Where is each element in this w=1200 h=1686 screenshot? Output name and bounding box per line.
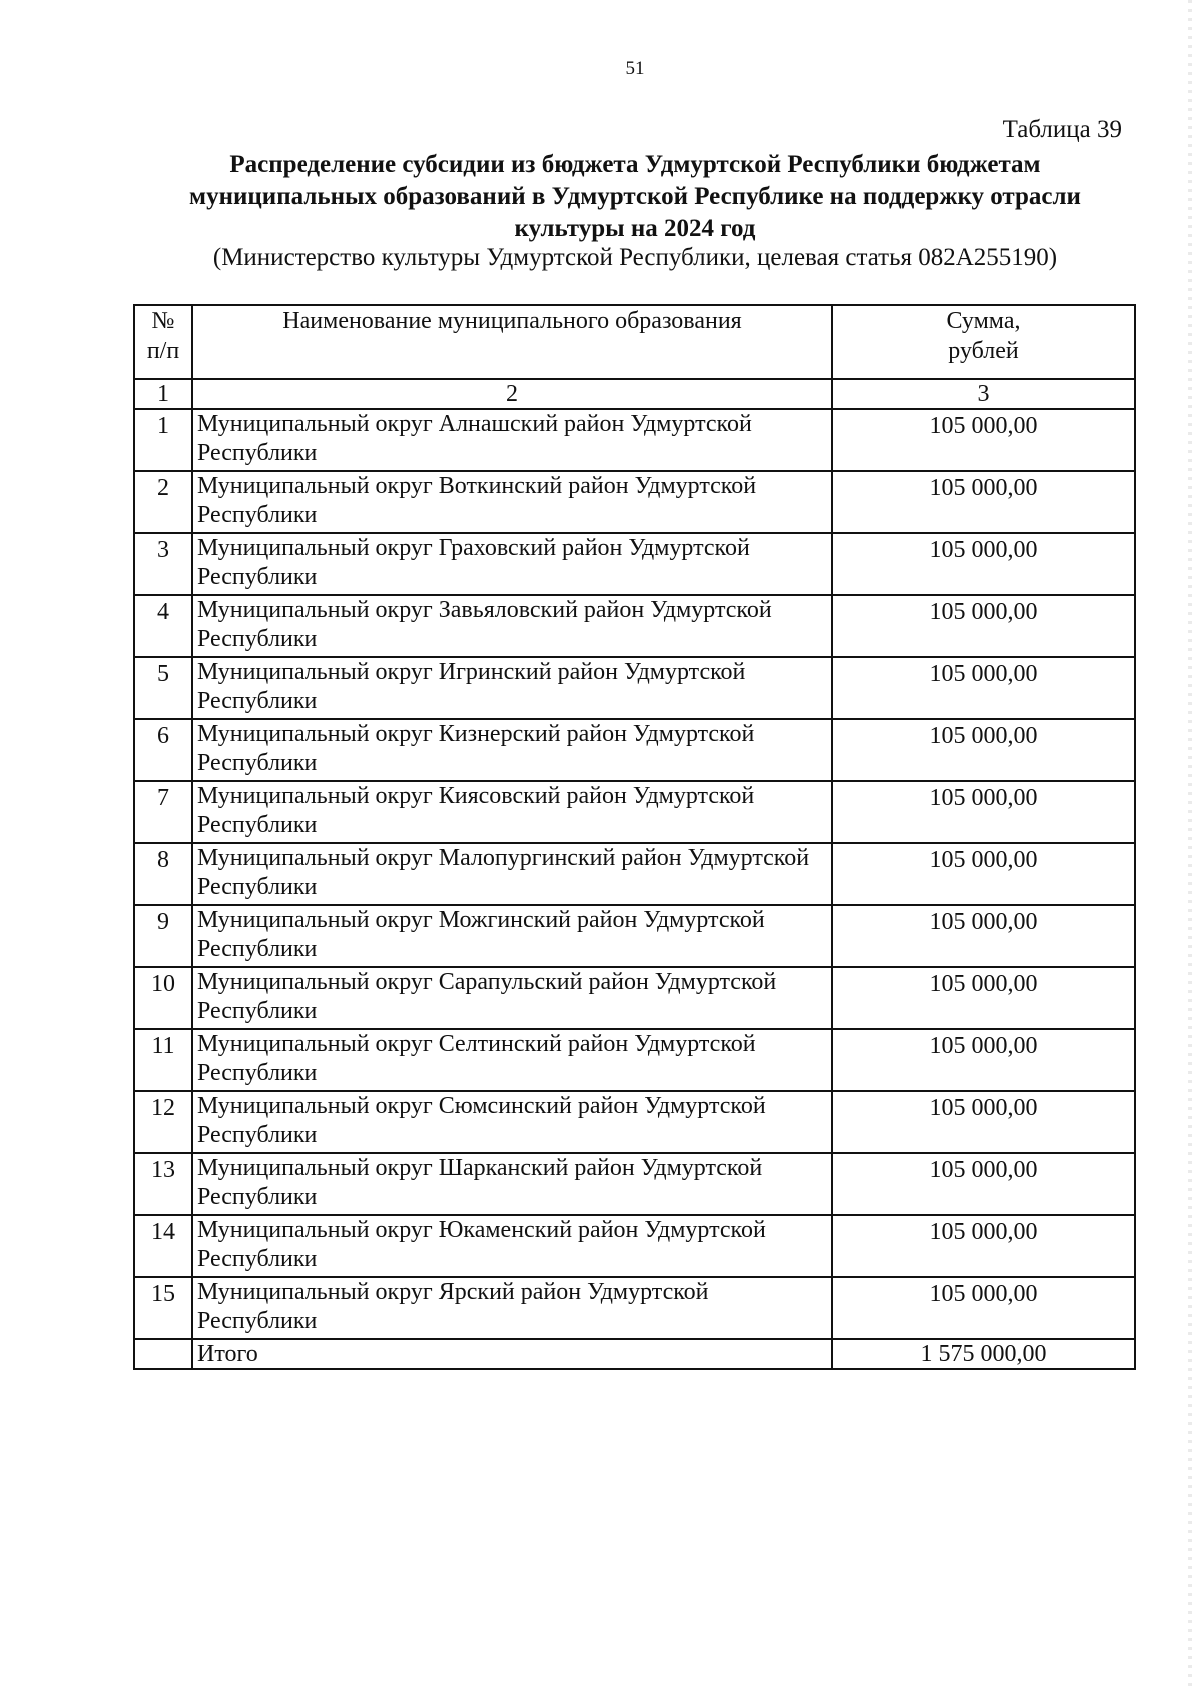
- table-body: [134, 379, 1135, 1369]
- row-sum: 105 000,00: [832, 409, 1135, 471]
- row-sum: 105 000,00: [832, 905, 1135, 967]
- table-header-row: [134, 305, 1135, 379]
- row-name: Муниципальный округ Алнашский район Удмуртской Республики: [192, 409, 832, 471]
- column-index-row: [134, 379, 1135, 409]
- row-name: Муниципальный округ Ярский район Удмуртской Республики: [192, 1277, 832, 1339]
- column-index: 1: [134, 379, 192, 409]
- row-name: Муниципальный округ Завьяловский район Удмуртской Республики: [192, 595, 832, 657]
- row-name: Муниципальный округ Воткинский район Удмуртской Республики: [192, 471, 832, 533]
- column-index: 2: [192, 379, 832, 409]
- row-sum: 105 000,00: [832, 1091, 1135, 1153]
- row-number: 3: [134, 533, 192, 595]
- table-row: [134, 1091, 1135, 1153]
- row-number: 2: [134, 471, 192, 533]
- row-sum: 105 000,00: [832, 595, 1135, 657]
- table-row: [134, 657, 1135, 719]
- row-name: Муниципальный округ Селтинский район Удмуртской Республики: [192, 1029, 832, 1091]
- row-number: 5: [134, 657, 192, 719]
- table-row: [134, 905, 1135, 967]
- table-row: [134, 781, 1135, 843]
- document-title: Распределение субсидии из бюджета Удмуртской Республики бюджетам муниципальных образований в Удмуртской Республике на поддержку отрасли культуры на 2024 год: [189, 151, 1081, 242]
- row-sum: 105 000,00: [832, 533, 1135, 595]
- row-sum: 105 000,00: [832, 471, 1135, 533]
- document-subtitle: (Министерство культуры Удмуртской Республики, целевая статья 082A255190): [212, 244, 1058, 271]
- row-number: 7: [134, 781, 192, 843]
- row-number: 13: [134, 1153, 192, 1215]
- subsidy-table: [133, 304, 1136, 1370]
- table-row: [134, 1153, 1135, 1215]
- scan-edge-decoration: [1188, 0, 1192, 1686]
- row-number: 8: [134, 843, 192, 905]
- header-sum: [832, 305, 1135, 379]
- row-number: 4: [134, 595, 192, 657]
- header-number-label: № п/п: [146, 308, 180, 364]
- row-number: 12: [134, 1091, 192, 1153]
- row-sum: 105 000,00: [832, 657, 1135, 719]
- total-sum: 1 575 000,00: [832, 1339, 1135, 1369]
- header-sum-label: Сумма, рублей: [946, 308, 1021, 364]
- row-name: Муниципальный округ Кизнерский район Удмуртской Республики: [192, 719, 832, 781]
- table-row: [134, 1029, 1135, 1091]
- table-row: [134, 719, 1135, 781]
- row-number: 14: [134, 1215, 192, 1277]
- row-name: Муниципальный округ Юкаменский район Удмуртской Республики: [192, 1215, 832, 1277]
- row-number: 1: [134, 409, 192, 471]
- table-row: [134, 409, 1135, 471]
- table-row: [134, 471, 1135, 533]
- row-sum: 105 000,00: [832, 1153, 1135, 1215]
- table-row: [134, 1277, 1135, 1339]
- header-number: [134, 305, 192, 379]
- row-number: 10: [134, 967, 192, 1029]
- row-number: 11: [134, 1029, 192, 1091]
- row-sum: 105 000,00: [832, 967, 1135, 1029]
- table-row: [134, 967, 1135, 1029]
- table-row: [134, 843, 1135, 905]
- row-name: Муниципальный округ Можгинский район Удмуртской Республики: [192, 905, 832, 967]
- row-number: 6: [134, 719, 192, 781]
- row-sum: 105 000,00: [832, 781, 1135, 843]
- row-sum: 105 000,00: [832, 1029, 1135, 1091]
- table-row: [134, 533, 1135, 595]
- page-number: 51: [625, 58, 645, 79]
- row-name: Муниципальный округ Киясовский район Удмуртской Республики: [192, 781, 832, 843]
- row-name: Муниципальный округ Малопургинский район Удмуртской Республики: [192, 843, 832, 905]
- table-row: [134, 1215, 1135, 1277]
- row-sum: 105 000,00: [832, 843, 1135, 905]
- row-sum: 105 000,00: [832, 1215, 1135, 1277]
- total-label: Итого: [192, 1339, 832, 1369]
- row-sum: 105 000,00: [832, 1277, 1135, 1339]
- table-row: [134, 595, 1135, 657]
- row-sum: 105 000,00: [832, 719, 1135, 781]
- column-index: 3: [832, 379, 1135, 409]
- row-name: Муниципальный округ Сюмсинский район Удмуртской Республики: [192, 1091, 832, 1153]
- row-number: 15: [134, 1277, 192, 1339]
- row-name: Муниципальный округ Граховский район Удмуртской Республики: [192, 533, 832, 595]
- total-number: [134, 1339, 192, 1369]
- row-name: Муниципальный округ Игринский район Удмуртской Республики: [192, 657, 832, 719]
- row-name: Муниципальный округ Сарапульский район Удмуртской Республики: [192, 967, 832, 1029]
- header-name: Наименование муниципального образования: [192, 305, 832, 379]
- total-row: [134, 1339, 1135, 1369]
- row-number: 9: [134, 905, 192, 967]
- table-label: Таблица 39: [1002, 116, 1122, 143]
- row-name: Муниципальный округ Шарканский район Удмуртской Республики: [192, 1153, 832, 1215]
